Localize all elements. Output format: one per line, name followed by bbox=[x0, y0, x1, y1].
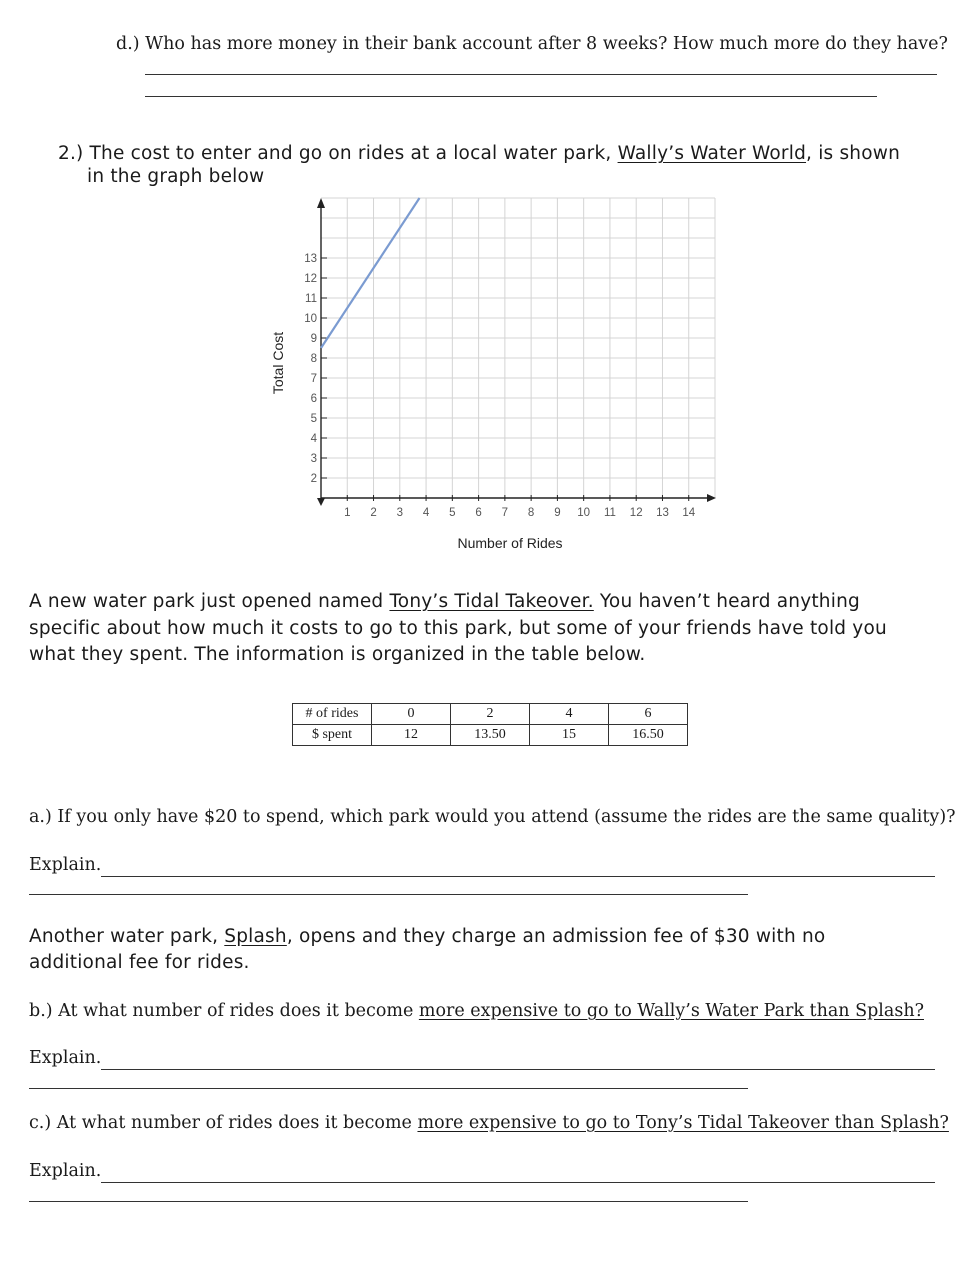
y-tick-label: 9 bbox=[310, 333, 317, 345]
question-b-prefix: b.) At what number of rides does it become bbox=[29, 1001, 419, 1021]
tony-line1-end: You haven’t heard anything bbox=[593, 591, 860, 612]
table-cell: 4 bbox=[530, 704, 609, 725]
splash-paragraph-line1 bbox=[29, 926, 825, 947]
y-tick-label: 2 bbox=[310, 473, 317, 485]
question-c bbox=[29, 1113, 949, 1133]
answer-line-c-1[interactable] bbox=[101, 1182, 935, 1183]
y-tick-label: 4 bbox=[310, 433, 317, 445]
chart-grid bbox=[321, 198, 715, 498]
y-tick-label: 11 bbox=[305, 293, 317, 305]
x-tick-label: 10 bbox=[577, 507, 591, 519]
answer-line-b-2[interactable] bbox=[29, 1088, 748, 1089]
y-tick-labels bbox=[304, 253, 327, 485]
splash-line1-text: Another water park, bbox=[29, 926, 225, 947]
explain-a-label: Explain. bbox=[29, 855, 102, 875]
tony-paragraph-line1 bbox=[29, 591, 860, 612]
wally-cost-chart bbox=[0, 0, 979, 570]
x-tick-label: 1 bbox=[344, 507, 351, 519]
table-cell: 12 bbox=[372, 725, 451, 746]
chart-axes bbox=[317, 198, 716, 506]
y-tick-label: 3 bbox=[310, 453, 317, 465]
table-cell: 13.50 bbox=[451, 725, 530, 746]
x-tick-label: 5 bbox=[449, 507, 456, 519]
problem-2-intro-end: , is shown bbox=[806, 143, 900, 164]
table-cell: 16.50 bbox=[609, 725, 688, 746]
table-row-rides bbox=[293, 704, 688, 725]
table-cell: 2 bbox=[451, 704, 530, 725]
x-tick-label: 6 bbox=[475, 507, 482, 519]
explain-b-label: Explain. bbox=[29, 1048, 102, 1068]
tony-line1-text: A new water park just opened named bbox=[29, 591, 390, 612]
y-tick-label: 5 bbox=[310, 413, 317, 425]
y-tick-label: 6 bbox=[310, 393, 317, 405]
splash-park-name: Splash bbox=[224, 926, 287, 947]
x-axis-label: Number of Rides bbox=[457, 535, 563, 551]
table-cell: 15 bbox=[530, 725, 609, 746]
series-line-wally bbox=[321, 198, 420, 348]
answer-line-b-1[interactable] bbox=[101, 1069, 935, 1070]
x-tick-label: 4 bbox=[422, 507, 430, 519]
table-cell: 6 bbox=[609, 704, 688, 725]
table-header-rides: # of rides bbox=[293, 704, 372, 725]
y-tick-label: 13 bbox=[304, 253, 317, 265]
tony-spending-table bbox=[292, 703, 688, 746]
answer-line-c-2[interactable] bbox=[29, 1201, 748, 1202]
problem-2-intro-line2: in the graph below bbox=[87, 166, 265, 187]
question-d: d.) Who has more money in their bank account after 8 weeks? How much more do they have? bbox=[116, 34, 948, 54]
wally-park-name: Wally’s Water World bbox=[617, 143, 807, 164]
splash-paragraph-line2: additional fee for rides. bbox=[29, 952, 250, 973]
x-tick-label: 11 bbox=[603, 507, 616, 519]
question-c-prefix: c.) At what number of rides does it become bbox=[29, 1113, 418, 1133]
problem-2-intro-text: 2.) The cost to enter and go on rides at a local water park, bbox=[58, 143, 618, 164]
table-cell: 0 bbox=[372, 704, 451, 725]
y-axis-down-arrow bbox=[317, 498, 325, 506]
x-tick-label: 8 bbox=[527, 507, 535, 519]
x-tick-label: 12 bbox=[629, 507, 643, 519]
x-tick-label: 3 bbox=[396, 507, 404, 519]
splash-line1-end: , opens and they charge an admission fee of $30 with no bbox=[286, 926, 826, 947]
tony-paragraph-line3: what they spent. The information is organized in the table below. bbox=[29, 644, 646, 665]
answer-line-a-2[interactable] bbox=[29, 894, 748, 895]
y-axis-arrow bbox=[317, 198, 325, 208]
x-tick-label: 7 bbox=[501, 507, 509, 519]
question-c-underlined: more expensive to go to Tony’s Tidal Takeover than Splash? bbox=[417, 1113, 949, 1133]
tony-park-name: Tony’s Tidal Takeover. bbox=[389, 591, 594, 612]
question-b bbox=[29, 1001, 924, 1021]
y-tick-label: 12 bbox=[304, 273, 317, 285]
y-tick-label: 7 bbox=[310, 373, 317, 385]
x-tick-label: 13 bbox=[656, 507, 669, 519]
table-header-spent: $ spent bbox=[293, 725, 372, 746]
y-axis-label: Total Cost bbox=[270, 331, 286, 395]
x-tick-label: 9 bbox=[554, 507, 561, 519]
y-tick-label: 10 bbox=[304, 313, 317, 325]
question-b-underlined: more expensive to go to Wally’s Water Park than Splash? bbox=[418, 1001, 924, 1021]
answer-line-a-1[interactable] bbox=[101, 876, 935, 877]
y-tick-label: 8 bbox=[310, 353, 317, 365]
chart-series bbox=[321, 198, 420, 348]
tony-paragraph-line2: specific about how much it costs to go to this park, but some of your friends have told you bbox=[29, 618, 887, 639]
x-tick-label: 14 bbox=[682, 507, 696, 519]
explain-c-label: Explain. bbox=[29, 1161, 102, 1181]
x-tick-label: 2 bbox=[370, 507, 377, 519]
table-row-spent bbox=[293, 725, 688, 746]
question-a: a.) If you only have $20 to spend, which park would you attend (assume the rides are the same quality)? bbox=[29, 807, 956, 827]
